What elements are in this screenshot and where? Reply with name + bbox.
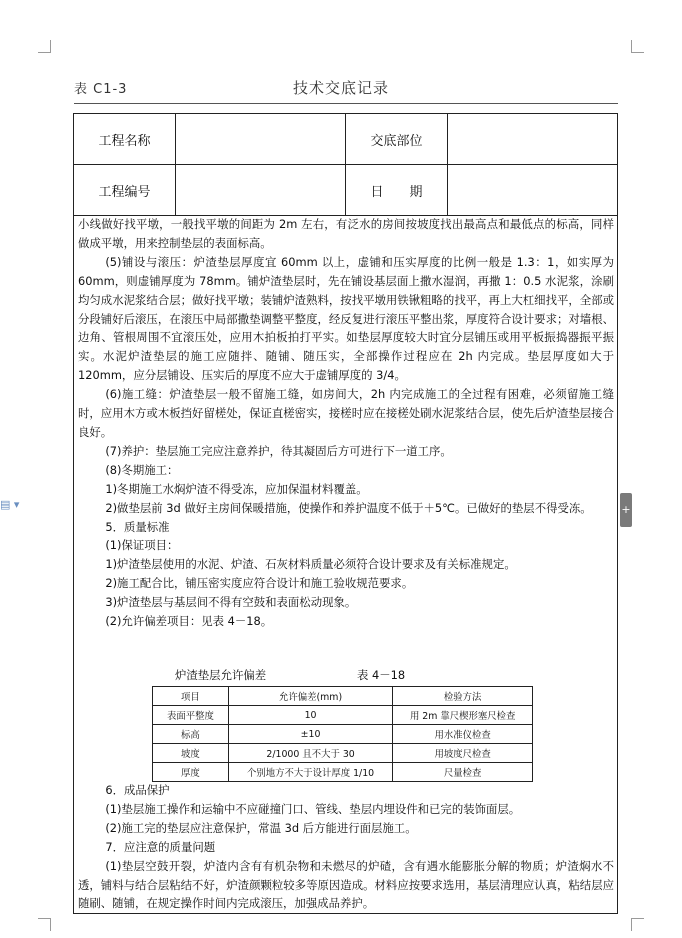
table-cell: 10 [228, 706, 393, 725]
table-cell: 用 2m 靠尺楔形塞尺检查 [393, 706, 533, 725]
paragraph-curing: (7)养护：垫层施工完应注意养护，待其凝固后方可进行下一道工序。 [105, 443, 452, 458]
table-cell: 用水准仪检查 [393, 725, 533, 744]
page-side-expand-tab[interactable]: + [620, 493, 632, 527]
paragraph-protection-1: (1)垫层施工操作和运输中不应碰撞门口、管线、垫层内埋设件和已完的装饰面层。 [105, 801, 521, 816]
handover-part-field[interactable] [448, 114, 617, 164]
section-quality-standard: 5．质量标准 [105, 519, 170, 534]
paragraph-laying-rolling: (5)铺设与滚压：炉渣垫层厚度宜 60mm 以上，虚铺和压实厚度的比例一般是 1.3：1，如实厚为 60mm，则虚铺厚度为 78mm。铺炉渣垫层时，先在铺设基层面上撒水湿润，再撒 1：0.5 水泥浆，涂刷均匀成水泥浆结合层；做好找平墩；装铺炉渣熟料，按找平墩用铁锹粗略的找平，再上大杠细找平，全部或分段铺好后滚压，在滚压中局部撒垫调整平整度，经反复进行滚压平整出浆，厚度符合设计要求；对墙根、边角、管根周围不宜滚压处，应用木拍板拍打平实。如垫层厚度较大时宜分层铺压或用平板振捣器振平振实。水泥炉渣垫层的施工应随拌、随铺、随压实，全部操作过程应在 2h 内完成。垫层厚度如大于 120mm，应分层铺设、压实后的厚度不应大于虚铺厚度的 3/4。 [78, 254, 614, 383]
deviation-table-caption: 炉渣垫层允许偏差 [175, 668, 267, 682]
paragraph-winter-heading: (8)冬期施工： [105, 462, 179, 477]
table-header-cell: 允许偏差(mm) [228, 687, 393, 706]
crop-mark-bottom-left [38, 918, 51, 931]
paragraph-winter-1: 1)冬期施工水焖炉渣不得受冻，应加保温材料覆盖。 [105, 481, 368, 496]
paragraph-leveling: 小线做好找平墩，一般找平墩的间距为 2m 左右，有泛水的房间按坡度找出最高点和最低点的标高，同样做成平墩，用来控制垫层的表面标高。 [78, 217, 614, 250]
deviation-table [152, 686, 533, 782]
date-label: 日 期 [370, 184, 423, 200]
table-cell: 用坡度尺检查 [393, 744, 533, 763]
table-cell: ±10 [228, 725, 393, 744]
table-cell: 厚度 [153, 763, 229, 782]
paragraph-winter-2: 2)做垫层前 3d 做好主房间保暖措施，使操作和养护温度不低于＋5℃。已做好的垫层不得受冻。 [105, 500, 592, 515]
form-code: 表 C1-3 [74, 82, 128, 97]
table-cell: 2/1000 且不大于 30 [228, 744, 393, 763]
paragraph-guarantee-1: 1)炉渣垫层使用的水泥、炉渣、石灰材料质量必须符合设计要求及有关标准规定。 [105, 557, 516, 572]
title-rule [74, 103, 618, 104]
table-cell: 个别地方不大于设计厚度 1/10 [228, 763, 393, 782]
paragraph-guarantee-3: 3)炉渣垫层与基层间不得有空鼓和表面松动现象。 [105, 595, 357, 610]
document-menu-icon[interactable]: ▤ ▾ [0, 498, 20, 511]
paragraph-hollowing-cracking: (1)垫层空鼓开裂，炉渣内含有有机杂物和未燃尽的炉碴，含有遇水能膨胀分解的物质；炉渣焖水不透，铺料与结合层粘结不好，炉渣颜颗粒较多等原因造成。材料应按要求选用，基层清理应认真，粘结层应随刷、随铺，在规定操作时间内完成滚压，加强成品养护。 [78, 858, 614, 911]
section-quality-issues: 7．应注意的质量问题 [105, 839, 216, 854]
table-row [153, 763, 533, 782]
paragraph-guarantee-items: (1)保证项目： [105, 538, 179, 553]
section-product-protection: 6．成品保护 [105, 783, 170, 797]
paragraph-protection-2: (2)施工完的垫层应注意保护，常温 3d 后方能进行面层施工。 [105, 820, 417, 835]
document-title: 技术交底记录 [292, 79, 389, 97]
crop-mark-top-right [631, 40, 644, 53]
paragraph-construction-joint: (6)施工缝：炉渣垫层一般不留施工缝，如房间大，2h 内完成施工的全过程有困难，必须留施工缝时，应用木方或木板挡好留槎处，保证直槎密实，接槎时应在接槎处刷水泥浆结合层，使先后炉渣垫层接合良好。 [78, 387, 614, 439]
table-cell: 表面平整度 [153, 706, 229, 725]
project-name-label: 工程名称 [98, 133, 151, 149]
table-header-row [153, 687, 533, 706]
deviation-table-number: 表 4－18 [357, 668, 406, 682]
handover-content-continued [78, 781, 614, 913]
project-no-label: 工程编号 [98, 184, 151, 200]
table-header-cell: 项目 [153, 687, 229, 706]
date-field[interactable] [448, 165, 617, 215]
table-row [153, 725, 533, 744]
handover-content [78, 215, 614, 631]
crop-mark-top-left [38, 40, 51, 53]
table-cell: 尺量检查 [393, 763, 533, 782]
table-header-cell: 检验方法 [393, 687, 533, 706]
table-row [153, 744, 533, 763]
table-row [153, 706, 533, 725]
paragraph-guarantee-2: 2)施工配合比，铺压密实度应符合设计和施工验收规范要求。 [105, 576, 414, 591]
paragraph-allowed-deviation: (2)允许偏差项目：见表 4－18。 [105, 614, 273, 629]
crop-mark-bottom-right [631, 918, 644, 931]
project-name-field[interactable] [176, 114, 345, 164]
handover-part-label: 交底部位 [370, 133, 423, 149]
table-cell: 标高 [153, 725, 229, 744]
table-cell: 坡度 [153, 744, 229, 763]
project-no-field[interactable] [176, 165, 345, 215]
